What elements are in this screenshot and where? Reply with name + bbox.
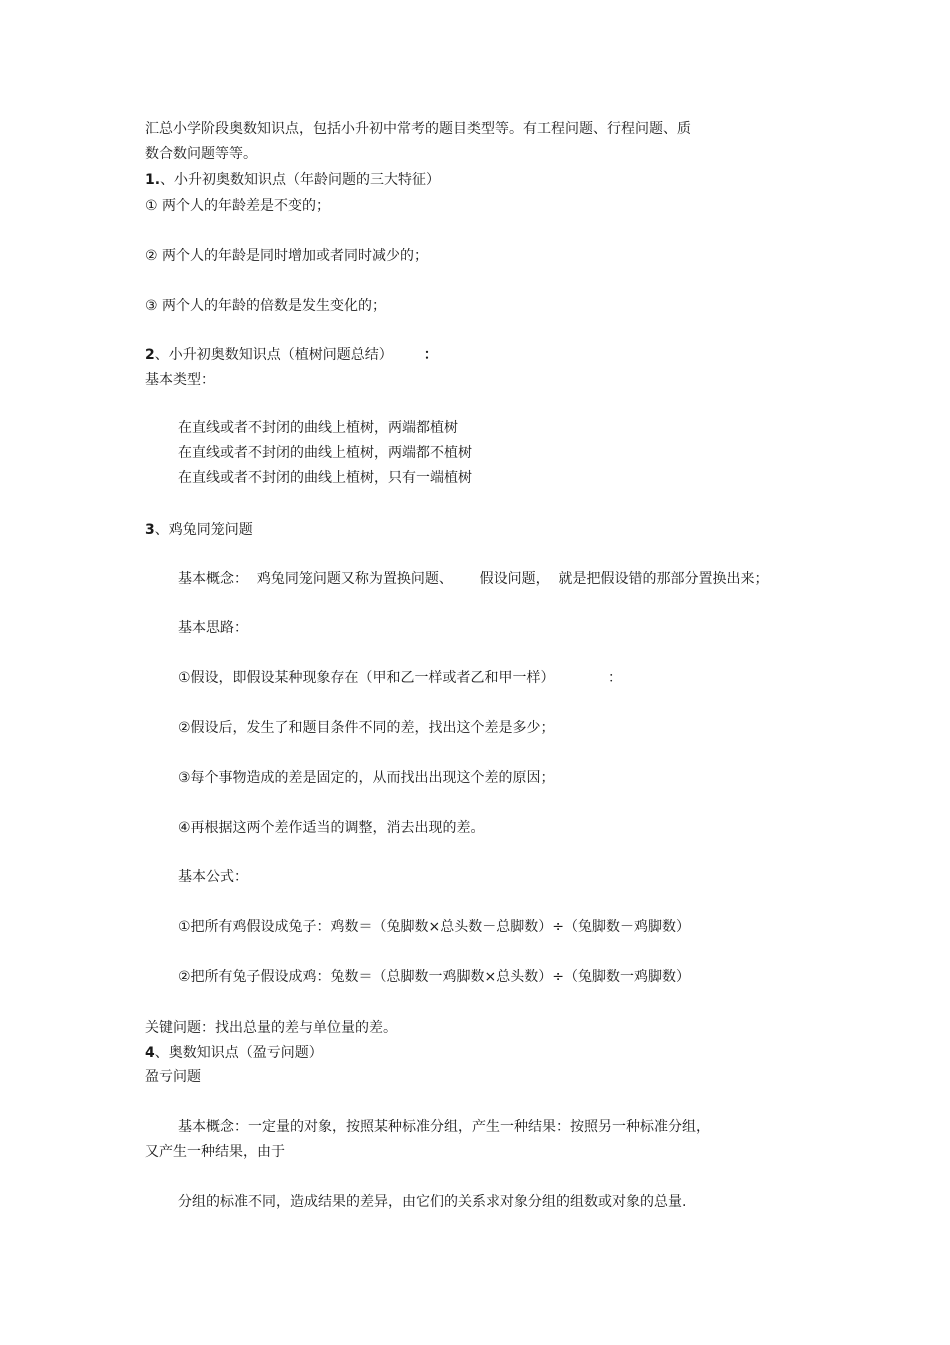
section-4-concept: 分组的标准不同，造成结果的差异，由它们的关系求对象分组的组数或对象的总量. xyxy=(178,1194,687,1210)
section-2-heading xyxy=(145,345,438,365)
section-4-subtitle: 盈亏问题 xyxy=(145,1069,201,1085)
section-3-heading xyxy=(145,520,253,540)
section-1-item: ② 两个人的年龄是同时增加或者同时减少的； xyxy=(145,248,428,264)
section-3-formula-label: 基本公式： xyxy=(178,869,248,885)
section-3-number: 3 xyxy=(145,522,155,538)
section-3-concept: 基本概念： 鸡兔同笼问题又称为置换问题、 假设问题， 就是把假设错的那部分置换出来； xyxy=(178,571,769,587)
section-2-item: 在直线或者不封闭的曲线上植树，两端都不植树 xyxy=(178,445,472,461)
section-3-idea-label: 基本思路： xyxy=(178,620,248,636)
section-3-key: 关键问题：找出总量的差与单位量的差。 xyxy=(145,1020,397,1036)
section-4-title: 、奥数知识点（盈亏问题） xyxy=(154,1045,323,1061)
section-1-heading xyxy=(145,170,440,190)
section-1-number: 1. xyxy=(145,172,161,188)
section-3-formula: ②把所有兔子假设成鸡：兔数＝（总脚数一鸡脚数×总头数）÷（兔脚数一鸡脚数） xyxy=(178,969,691,985)
section-3-idea: ②假设后，发生了和题目条件不同的差，找出这个差是多少； xyxy=(178,720,555,736)
section-3-formula: ①把所有鸡假设成兔子：鸡数＝（兔脚数×总头数－总脚数）÷（兔脚数－鸡脚数） xyxy=(178,919,691,935)
section-3-idea: ③每个事物造成的差是固定的，从而找出出现这个差的原因； xyxy=(178,770,555,786)
section-2-title: 、小升初奥数知识点（植树问题总结） xyxy=(154,347,386,363)
section-2-number: 2 xyxy=(145,347,155,363)
section-3-idea: ④再根据这两个差作适当的调整，消去出现的差。 xyxy=(178,820,485,836)
section-3-title: 、鸡兔同笼问题 xyxy=(154,522,253,538)
section-2-subtitle: 基本类型： xyxy=(145,372,215,388)
section-3-idea: ①假设，即假设某种现象存在（甲和乙一样或者乙和甲一样） ： xyxy=(178,670,622,686)
section-1-title: 、小升初奥数知识点（年龄问题的三大特征） xyxy=(160,172,441,188)
section-4-concept: 又产生一种结果，由于 xyxy=(145,1144,285,1160)
section-4-heading xyxy=(145,1043,323,1063)
section-2-colon: ： xyxy=(423,347,438,363)
section-4-number: 4 xyxy=(145,1045,155,1061)
intro-line-1: 汇总小学阶段奥数知识点，包括小升初中常考的题目类型等。有工程问题、行程问题、质 xyxy=(145,121,691,137)
section-2-item: 在直线或者不封闭的曲线上植树，两端都植树 xyxy=(178,420,458,436)
section-4-concept: 基本概念：一定量的对象，按照某种标准分组，产生一种结果：按照另一种标准分组， xyxy=(178,1119,710,1135)
section-2-item: 在直线或者不封闭的曲线上植树，只有一端植树 xyxy=(178,470,472,486)
intro-line-2: 数合数问题等等。 xyxy=(145,146,257,162)
section-1-item: ① 两个人的年龄差是不变的； xyxy=(145,198,331,214)
section-1-item: ③ 两个人的年龄的倍数是发生变化的； xyxy=(145,298,386,314)
